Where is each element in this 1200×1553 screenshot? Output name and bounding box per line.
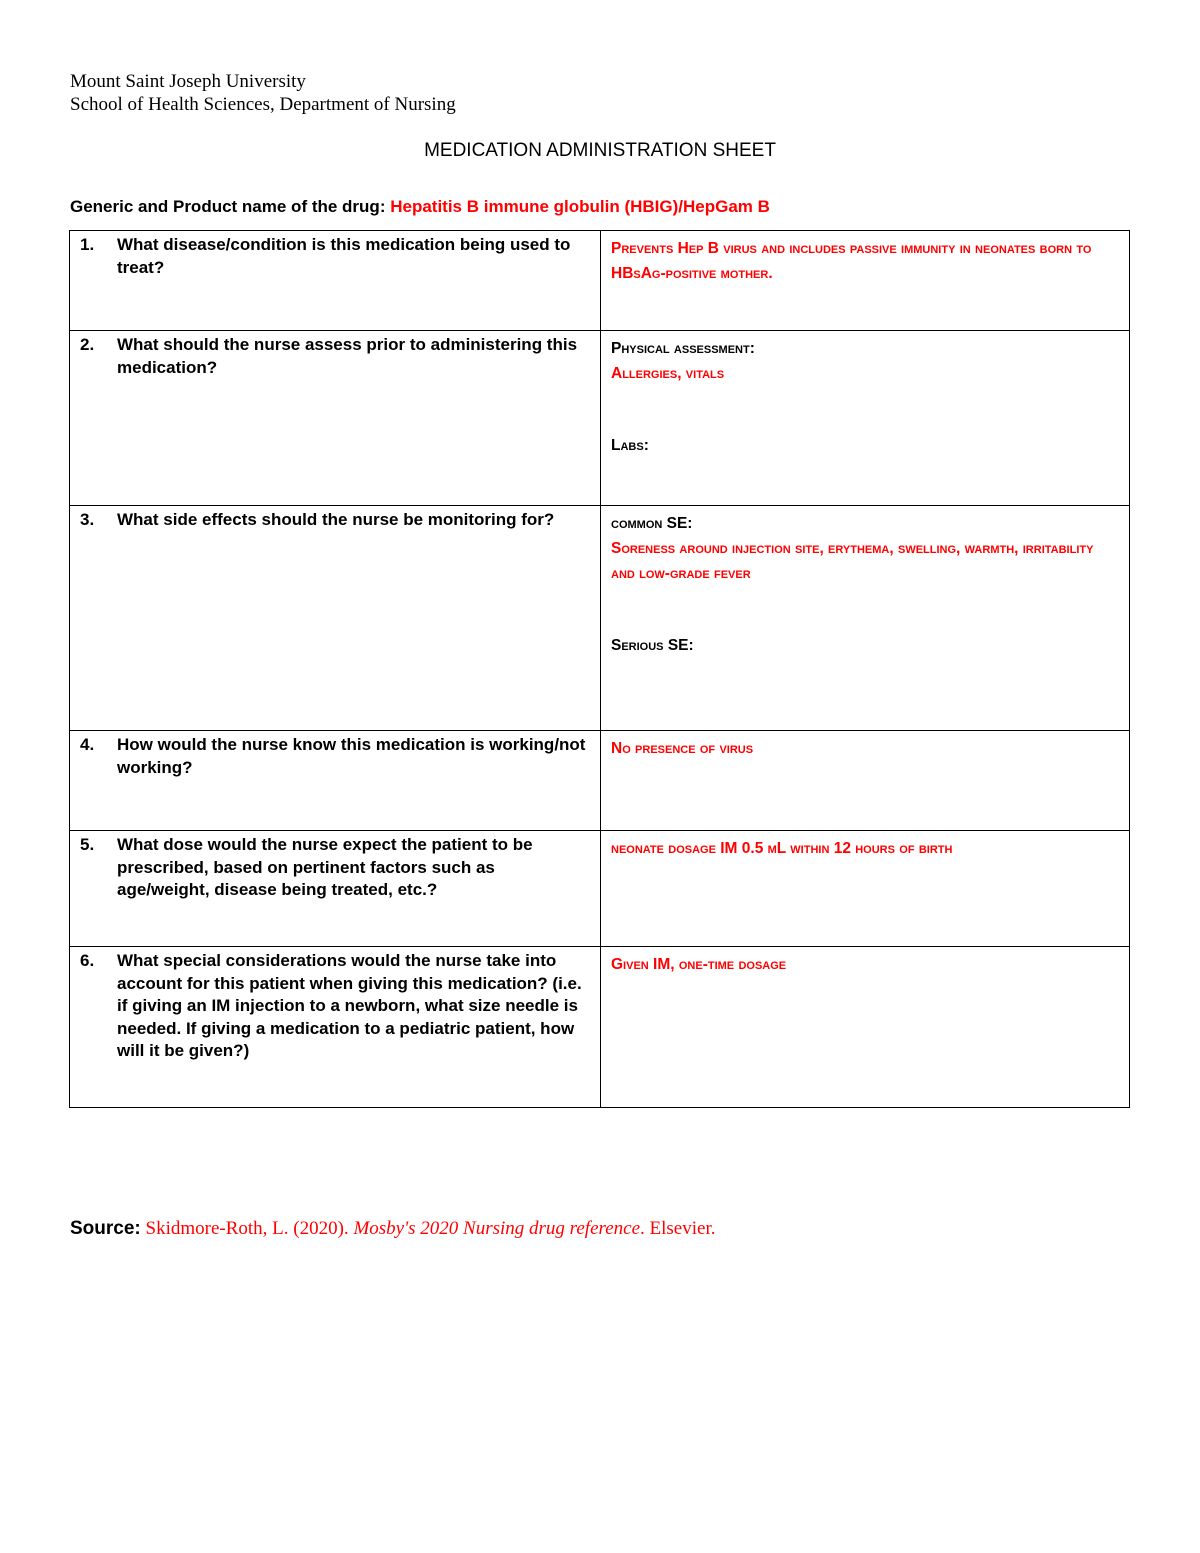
drug-name-line: [70, 197, 770, 217]
answer-text: Prevents Hep B virus and includes passive immunity in neonates born to HBsAg-positive mother.: [611, 240, 1092, 282]
medication-table: [69, 230, 1130, 1108]
university-name: Mount Saint Joseph University: [70, 71, 306, 92]
answer-text: Given IM, one-time dosage: [611, 956, 787, 973]
source-citation: [70, 1218, 715, 1240]
answer-cell: [601, 231, 1130, 331]
answer-cell: [601, 947, 1130, 1108]
question-text: How would the nurse know this medication is working/not working?: [117, 735, 586, 777]
question-number: 6.: [80, 951, 95, 970]
question-cell: [70, 831, 601, 947]
question-cell: [70, 331, 601, 506]
table-row: [70, 831, 1130, 947]
page-title: MEDICATION ADMINISTRATION SHEET: [424, 140, 776, 161]
question-cell: [70, 231, 601, 331]
source-reference-part1: Skidmore-Roth, L. (2020).: [145, 1218, 349, 1239]
answer-text: neonate dosage IM 0.5 mL within 12 hours of birth: [611, 840, 953, 857]
drug-name-value: Hepatitis B immune globulin (HBIG)/HepGam B: [390, 197, 770, 216]
source-reference-title: Mosby's 2020 Nursing drug reference: [353, 1218, 641, 1239]
source-reference-part2: . Elsevier.: [640, 1218, 716, 1239]
answer-cell: [601, 831, 1130, 947]
question-text: What dose would the nurse expect the patient to be prescribed, based on pertinent factors such as age/weight, disease being treated, etc.?: [117, 835, 533, 899]
answer-cell: [601, 506, 1130, 731]
question-text: What disease/condition is this medication being used to treat?: [117, 235, 571, 277]
question-cell: [70, 506, 601, 731]
table-row: [70, 331, 1130, 506]
question-number: 5.: [80, 835, 95, 854]
question-text: What side effects should the nurse be monitoring for?: [117, 510, 555, 529]
question-number: 1.: [80, 235, 95, 254]
department-name: School of Health Sciences, Department of Nursing: [70, 94, 456, 115]
question-cell: [70, 947, 601, 1108]
physical-assessment-label: Physical assessment:: [611, 340, 755, 357]
table-row: [70, 231, 1130, 331]
question-number: 3.: [80, 510, 95, 529]
answer-cell: [601, 331, 1130, 506]
question-text: What special considerations would the nurse take into account for this patient when giving this medication? (i.e. if giving an IM injection to a newborn, what size needle is needed. If giving a medication to a pediatric patient, how will it be given?): [117, 951, 582, 1060]
question-cell: [70, 731, 601, 831]
answer-text: No presence of virus: [611, 740, 754, 757]
question-number: 2.: [80, 335, 95, 354]
table-row: [70, 947, 1130, 1108]
question-number: 4.: [80, 735, 95, 754]
common-se-label: common SE:: [611, 515, 693, 532]
drug-name-label: Generic and Product name of the drug:: [70, 197, 386, 216]
serious-se-label: Serious SE:: [611, 637, 694, 654]
question-text: What should the nurse assess prior to administering this medication?: [117, 335, 578, 377]
document-header: [70, 70, 456, 116]
answer-cell: [601, 731, 1130, 831]
physical-assessment-value: Allergies, vitals: [611, 365, 725, 382]
labs-label: Labs:: [611, 437, 649, 454]
table-row: [70, 506, 1130, 731]
source-label: Source:: [70, 1218, 141, 1239]
common-se-value: Soreness around injection site, erythema, swelling, warmth, irritability and low-grade fever: [611, 540, 1094, 582]
table-row: [70, 731, 1130, 831]
